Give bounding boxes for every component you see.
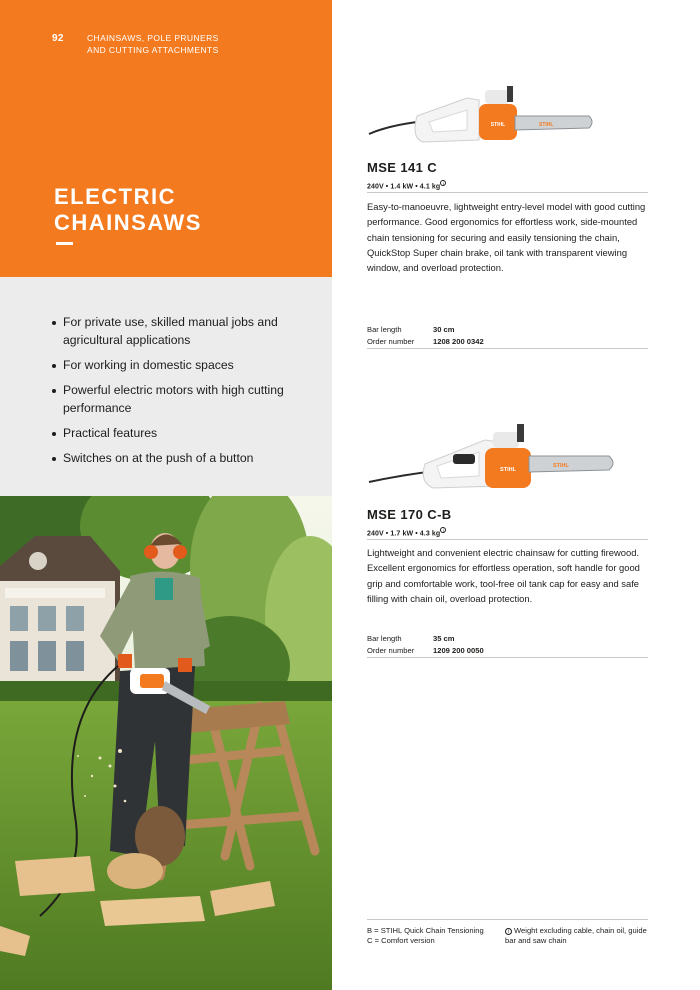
spec-row-order-number [367,645,648,657]
spec-row-order-number [367,336,648,348]
spec-label: Order number [367,336,415,346]
feature-item: For working in domestic spaces [52,356,314,374]
spec-value: 1208 200 0342 [433,336,484,346]
divider [367,919,648,920]
spec-table [367,633,648,656]
page-title-line2: CHAINSAWS [54,210,202,235]
mse-170-c-b-chainsaw-image [367,420,617,492]
info-icon: i [505,928,512,935]
page-title-line1: ELECTRIC [54,184,176,209]
title-panel [0,0,332,277]
spec-label: Bar length [367,634,402,643]
product-specs [367,527,446,537]
feature-item: Switches on at the push of a button [52,449,314,467]
bar-brand-logo: STIHL [553,463,569,469]
page-title [54,184,304,236]
divider [367,657,648,658]
footnote-weight [505,926,648,946]
divider [367,192,648,193]
page-number: 92 [52,33,64,44]
lifestyle-photo [0,496,332,990]
spec-row-bar-length [367,633,648,645]
saw-brand-logo: STIHL [500,467,516,473]
spec-table [367,324,648,347]
spec-row-bar-length [367,324,648,336]
product-specs-text: 240V • 1.4 kW • 4.1 kg [367,183,441,191]
section-heading [87,33,287,56]
spec-value: 30 cm [433,325,455,334]
saw-brand-logo: STIHL [490,122,506,128]
footnote-weight-text: Weight excluding cable, chain oil, guide bar and saw chain [505,926,647,945]
section-heading-line1: CHAINSAWS, POLE PRUNERS [87,33,219,43]
product-description: Easy-to-manoeuvre, lightweight entry-level model with good cutting performance. Good ergonomics for effortless work, side-mounted chain tensioning for securing and easily tensioning the chain, QuickStop Super chain brake, oil tank with transparent viewing window, and overload protection. [367,201,646,274]
footnote-b: B = STIHL Quick Chain Tensioning [367,926,484,935]
spec-value: 1209 200 0050 [433,645,484,655]
info-icon: i [440,180,446,186]
footnote-abbreviations [367,926,503,946]
feature-list [52,313,314,474]
product-specs [367,180,446,190]
title-underline [56,242,73,245]
spec-value: 35 cm [433,634,455,643]
spec-label: Bar length [367,325,402,334]
mse-141-c-chainsaw-image [367,82,595,148]
product-name: MSE 170 C-B [367,507,452,522]
bar-brand-logo: STIHL [539,122,554,128]
product-name: MSE 141 C [367,160,438,175]
section-heading-line2: AND CUTTING ATTACHMENTS [87,44,219,55]
product-specs-text: 240V • 1.7 kW • 4.3 kg [367,530,441,538]
product-description: Lightweight and convenient electric chainsaw for cutting firewood. Excellent ergonomics for effortless operation, soft handle for good grip and comfortable work, tool-free oil tank cap for easy and safe filling with chain oil, overload protection. [367,547,640,604]
feature-item: Practical features [52,424,314,442]
feature-item: For private use, skilled manual jobs and agricultural applications [52,313,314,349]
divider [367,539,648,540]
spec-label: Order number [367,645,415,655]
info-icon: i [440,527,446,533]
footnote-c: C = Comfort version [367,936,435,945]
divider [367,348,648,349]
feature-item: Powerful electric motors with high cutting performance [52,381,314,417]
